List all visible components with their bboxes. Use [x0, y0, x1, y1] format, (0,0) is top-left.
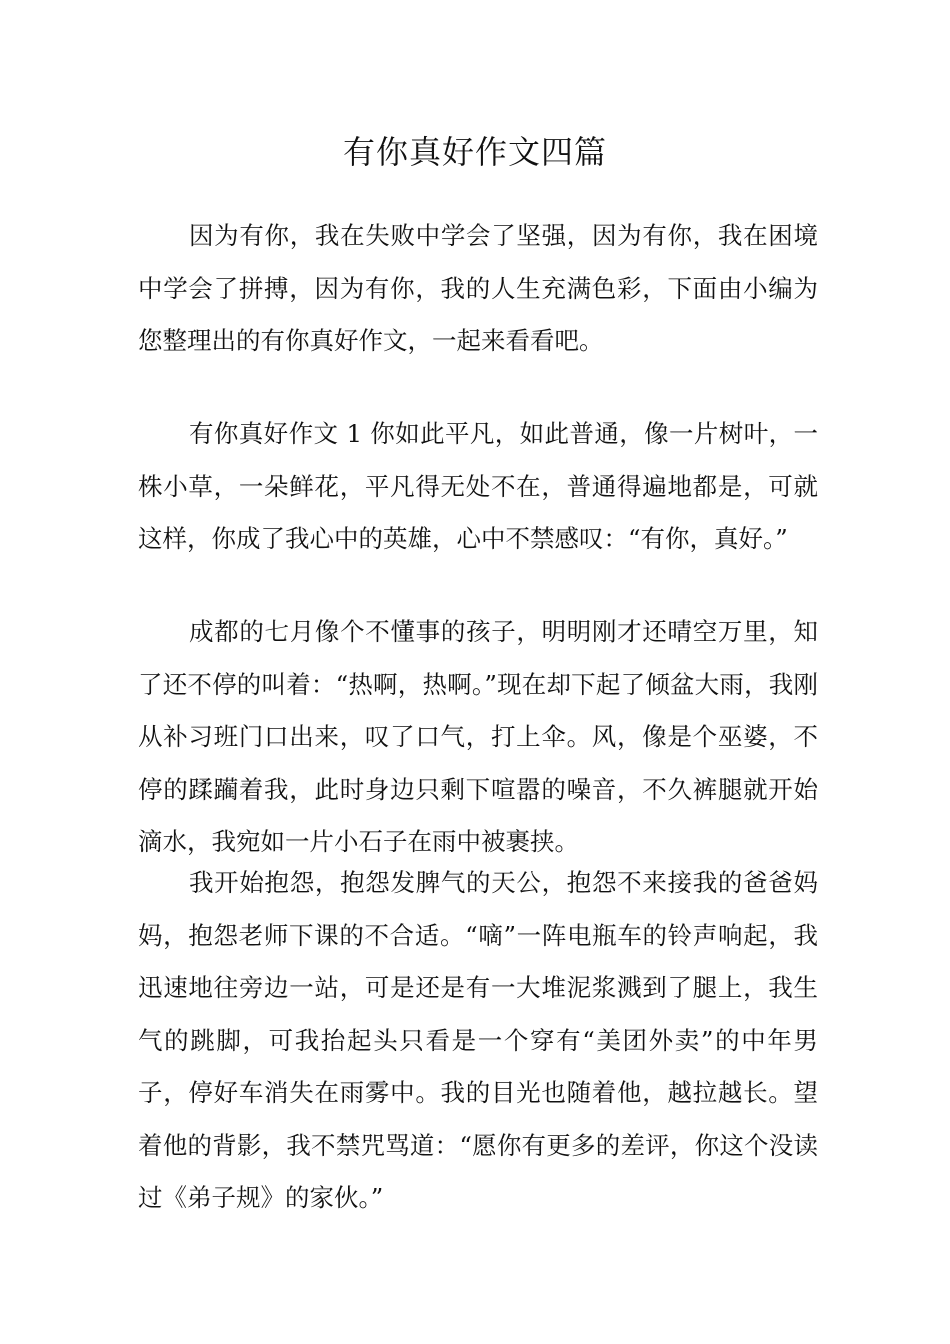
essay-1-paragraph-2: 成都的七月像个不懂事的孩子，明明刚才还晴空万里，知了还不停的叫着：“热啊，热啊。”现在却下起了倾盆大雨，我刚从补习班门口出来，叹了口气，打上伞。风，像是个巫婆，不停的蹂躏着我，此时身边只剩下喧嚣的噪音，不久裤腿就开始滴水，我宛如一片小石子在雨中被裹挟。	[138, 617, 818, 856]
document-title: 有你真好作文四篇	[342, 133, 607, 171]
essay-1-opening-paragraph: 有你真好作文 1 你如此平凡，如此普通，像一片树叶，一株小草，一朵鲜花，平凡得无处不在，普通得遍地都是，可就这样，你成了我心中的英雄，心中不禁感叹：“有你，真好。”	[138, 419, 818, 553]
essay-1-paragraph-3: 我开始抱怨，抱怨发脾气的天公，抱怨不来接我的爸爸妈妈，抱怨老师下课的不合适。“嘀”一阵电瓶车的铃声响起，我迅速地往旁边一站，可是还是有一大堆泥浆溅到了腿上，我生气的跳脚，可我抬起头只看是一个穿有“美团外卖”的中年男子，停好车消失在雨雾中。我的目光也随着他，越拉越长。望着他的背影，我不禁咒骂道：“愿你有更多的差评，你这个没读过《弟子规》的家伙。”	[138, 868, 818, 1212]
intro-paragraph: 因为有你，我在失败中学会了坚强，因为有你，我在困境中学会了拼搏，因为有你，我的人生充满色彩，下面由小编为您整理出的有你真好作文，一起来看看吧。	[138, 221, 818, 355]
